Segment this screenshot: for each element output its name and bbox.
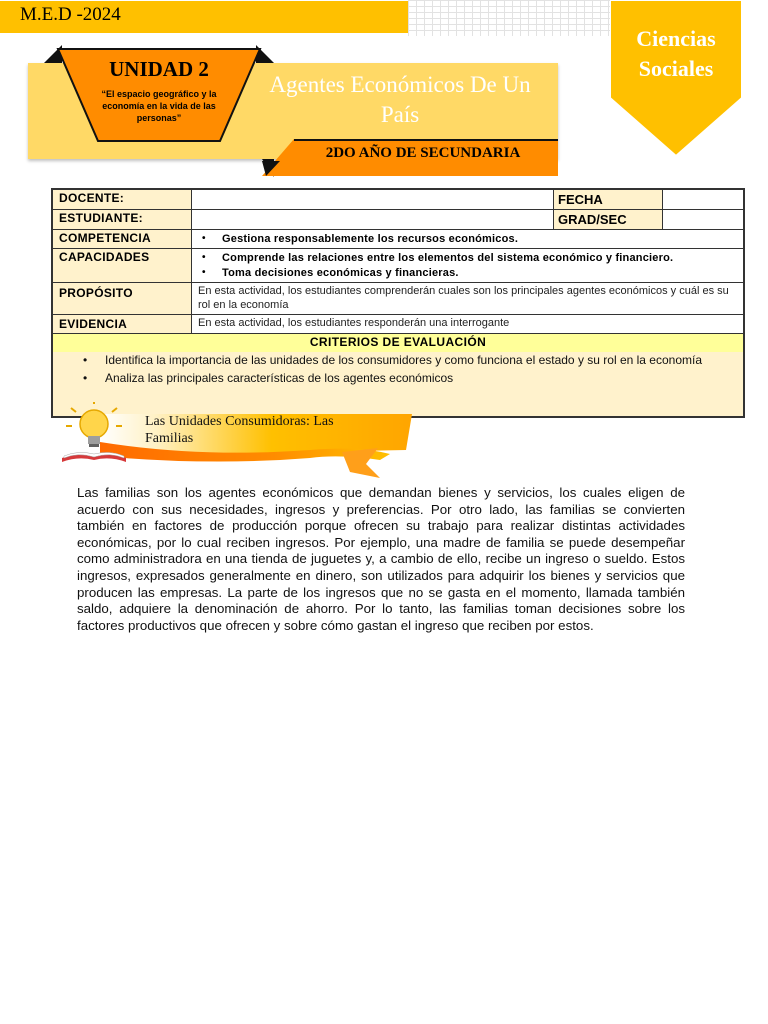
subject-title-line1: Ciencias	[636, 26, 716, 51]
competencia-label: COMPETENCIA	[53, 230, 192, 248]
criterio-item: • Analiza las principales características de los agentes económicos	[53, 370, 743, 386]
fecha-field[interactable]	[663, 190, 743, 209]
gradsec-field[interactable]	[663, 210, 743, 229]
competencia-value	[192, 230, 743, 248]
table-row-competencia	[53, 230, 743, 249]
capacidades-label: CAPACIDADES	[53, 249, 192, 282]
grid-decoration	[408, 0, 628, 36]
table-row-docente	[53, 190, 743, 210]
table-row-proposito	[53, 283, 743, 315]
evidencia-value: En esta actividad, los estudiantes responderán una interrogante	[192, 315, 743, 333]
criterio-item: • Identifica la importancia de las unidades de los consumidores y como funciona el estado y su rol en la economía	[53, 352, 743, 368]
fecha-label: FECHA	[553, 190, 663, 209]
top-bar-label: M.E.D -2024	[20, 4, 121, 25]
proposito-value: En esta actividad, los estudiantes comprenderán cuales son los principales agentes económicos y cuál es su rol en la economía	[192, 283, 743, 314]
estudiante-label: ESTUDIANTE:	[53, 210, 192, 229]
info-table	[51, 188, 745, 418]
criterios-header: CRITERIOS DE EVALUACIÓN	[309, 335, 487, 349]
criterios-header-row	[53, 334, 743, 352]
section-title: Las Unidades Consumidoras: Las Familias	[145, 414, 334, 446]
unit-title: UNIDAD 2	[109, 57, 209, 81]
proposito-label: PROPÓSITO	[53, 283, 192, 314]
capacidad-item: • Toma decisiones económicas y financieras.	[192, 266, 743, 280]
table-row-estudiante	[53, 210, 743, 230]
body-paragraph: Las familias son los agentes económicos que demandan bienes y servicios, los cuales eligen de acuerdo con sus necesidades, ingresos y preferencias. Por otro lado, las familias se convierten también en factores de producción porque ofrecen su trabajo para realizar distintas actividades económicas, por lo cual reciben ingresos. Por ejemplo, una madre de familia se puede desempeñar como administradora en una tienda de juguetes y, a cambio de ello, recibe un ingreso o sueldo. Estos ingresos, expresados generalmente en dinero, son utilizados para adquirir los bienes y servicios que producen las empresas. La parte de los ingresos que no se gasta en el momento, llamada también saldo, adquiere la denominación de ahorro. Por lo tanto, las familias toman decisiones sobre los factores productivos que ofrecen y sobre cómo gastan el ingreso que reciben por estos.	[77, 485, 685, 633]
evidencia-label: EVIDENCIA	[53, 315, 192, 333]
subject-title-line2: Sociales	[638, 56, 714, 81]
unit-quote: “El espacio geográfico y la economía en la vida de las personas”	[101, 89, 217, 123]
grade-label: 2DO AÑO DE SECUNDARIA	[325, 145, 521, 161]
capacidades-value	[192, 249, 743, 282]
competencia-item: • Gestiona responsablemente los recursos económicos.	[192, 232, 743, 246]
table-row-capacidades	[53, 249, 743, 283]
table-row-evidencia	[53, 315, 743, 334]
gradsec-label: GRAD/SEC	[553, 210, 663, 229]
main-title: Agentes Económicos De Un País	[269, 72, 531, 127]
capacidad-item: • Comprende las relaciones entre los elementos del sistema económico y financiero.	[192, 251, 743, 265]
docente-label: DOCENTE:	[53, 190, 192, 209]
